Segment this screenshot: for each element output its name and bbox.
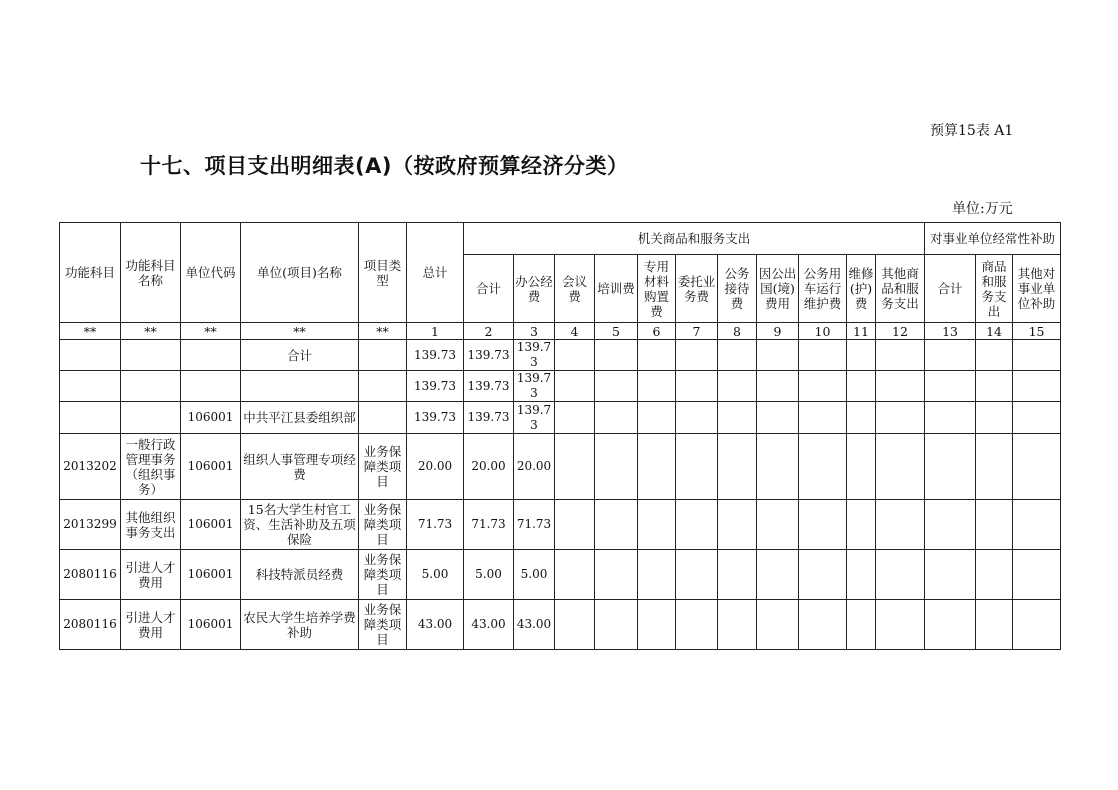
col-header-entrusted: 委托业务费 — [676, 255, 718, 323]
cell-entrusted — [676, 434, 718, 500]
cell-materials — [638, 371, 676, 402]
cell-repair — [847, 340, 876, 371]
cell-meeting — [555, 600, 595, 650]
cell-unit-code: 106001 — [181, 500, 241, 550]
cell-sub-other — [1013, 550, 1061, 600]
budget-form-code: 预算15表 A1 — [930, 123, 1014, 139]
cell-training — [595, 500, 638, 550]
col-header-repair: 维修(护)费 — [847, 255, 876, 323]
cell-func-name: 一般行政管理事务（组织事务） — [121, 434, 181, 500]
cell-unit-name: 农民大学生培养学费补助 — [241, 600, 359, 650]
cell-vehicle — [799, 550, 847, 600]
cell-reception — [718, 402, 757, 434]
cell-reception — [718, 600, 757, 650]
col-header-func-name: 功能科目名称 — [121, 223, 181, 323]
index-cell: 3 — [514, 323, 555, 340]
cell-vehicle — [799, 434, 847, 500]
cell-unit-name: 科技特派员经费 — [241, 550, 359, 600]
cell-abroad — [757, 371, 799, 402]
cell-reception — [718, 500, 757, 550]
cell-func-code — [60, 402, 121, 434]
cell-reception — [718, 371, 757, 402]
cell-sub-subtotal — [925, 434, 976, 500]
cell-vehicle — [799, 340, 847, 371]
cell-vehicle — [799, 600, 847, 650]
cell-sub-other — [1013, 340, 1061, 371]
index-cell: 4 — [555, 323, 595, 340]
cell-func-code: 2013299 — [60, 500, 121, 550]
table-row — [60, 402, 1061, 434]
cell-other-goods — [876, 434, 925, 500]
cell-other-goods — [876, 500, 925, 550]
cell-project-type: 业务保障类项目 — [359, 600, 407, 650]
col-header-office: 办公经费 — [514, 255, 555, 323]
cell-project-type — [359, 371, 407, 402]
cell-entrusted — [676, 340, 718, 371]
cell-sub-subtotal — [925, 402, 976, 434]
cell-sub-goods — [976, 550, 1013, 600]
cell-unit-name: 中共平江县委组织部 — [241, 402, 359, 434]
cell-entrusted — [676, 600, 718, 650]
table-row — [60, 434, 1061, 500]
cell-func-code: 2080116 — [60, 600, 121, 650]
cell-abroad — [757, 340, 799, 371]
cell-sub-other — [1013, 500, 1061, 550]
cell-materials — [638, 550, 676, 600]
cell-office: 71.73 — [514, 500, 555, 550]
cell-project-type — [359, 402, 407, 434]
cell-func-code: 2013202 — [60, 434, 121, 500]
group-header-subsidy: 对事业单位经常性补助 — [925, 223, 1061, 255]
cell-gs-subtotal: 20.00 — [464, 434, 514, 500]
cell-total: 71.73 — [407, 500, 464, 550]
col-header-gs-subtotal: 合计 — [464, 255, 514, 323]
cell-gs-subtotal: 139.73 — [464, 402, 514, 434]
cell-vehicle — [799, 371, 847, 402]
cell-other-goods — [876, 600, 925, 650]
index-cell: 12 — [876, 323, 925, 340]
table-row — [60, 340, 1061, 371]
cell-unit-name — [241, 371, 359, 402]
cell-repair — [847, 500, 876, 550]
cell-vehicle — [799, 500, 847, 550]
cell-office: 139.73 — [514, 402, 555, 434]
cell-materials — [638, 434, 676, 500]
cell-unit-code — [181, 371, 241, 402]
cell-sub-subtotal — [925, 340, 976, 371]
cell-func-name — [121, 371, 181, 402]
col-header-reception: 公务接待费 — [718, 255, 757, 323]
cell-sub-subtotal — [925, 550, 976, 600]
index-cell: ** — [60, 323, 121, 340]
index-cell: ** — [359, 323, 407, 340]
cell-materials — [638, 340, 676, 371]
cell-materials — [638, 600, 676, 650]
index-cell: 14 — [976, 323, 1013, 340]
cell-vehicle — [799, 402, 847, 434]
cell-project-type: 业务保障类项目 — [359, 500, 407, 550]
cell-unit-name: 组织人事管理专项经费 — [241, 434, 359, 500]
cell-abroad — [757, 434, 799, 500]
cell-office: 5.00 — [514, 550, 555, 600]
cell-repair — [847, 402, 876, 434]
cell-sub-other — [1013, 434, 1061, 500]
cell-abroad — [757, 600, 799, 650]
cell-other-goods — [876, 340, 925, 371]
cell-func-name: 引进人才费用 — [121, 550, 181, 600]
col-header-unit-code: 单位代码 — [181, 223, 241, 323]
cell-other-goods — [876, 402, 925, 434]
index-cell: 5 — [595, 323, 638, 340]
cell-entrusted — [676, 500, 718, 550]
cell-sub-subtotal — [925, 600, 976, 650]
cell-total: 139.73 — [407, 402, 464, 434]
col-header-sub-subtotal: 合计 — [925, 255, 976, 323]
table-row — [60, 371, 1061, 402]
table-row — [60, 550, 1061, 600]
col-header-training: 培训费 — [595, 255, 638, 323]
cell-entrusted — [676, 550, 718, 600]
cell-sub-other — [1013, 402, 1061, 434]
cell-project-type: 业务保障类项目 — [359, 434, 407, 500]
col-header-materials: 专用材料购置费 — [638, 255, 676, 323]
col-header-project-type: 项目类型 — [359, 223, 407, 323]
cell-gs-subtotal: 43.00 — [464, 600, 514, 650]
cell-total: 139.73 — [407, 340, 464, 371]
cell-func-code — [60, 340, 121, 371]
cell-training — [595, 402, 638, 434]
page-title: 十七、项目支出明细表(A)（按政府预算经济分类） — [140, 154, 629, 178]
cell-abroad — [757, 550, 799, 600]
cell-training — [595, 434, 638, 500]
cell-training — [595, 340, 638, 371]
index-cell: ** — [121, 323, 181, 340]
cell-func-name — [121, 402, 181, 434]
cell-office: 43.00 — [514, 600, 555, 650]
project-expenditure-table — [59, 222, 1061, 650]
index-cell: 1 — [407, 323, 464, 340]
cell-entrusted — [676, 402, 718, 434]
cell-total: 139.73 — [407, 371, 464, 402]
cell-training — [595, 550, 638, 600]
col-header-unit-name: 单位(项目)名称 — [241, 223, 359, 323]
cell-meeting — [555, 550, 595, 600]
cell-sub-goods — [976, 371, 1013, 402]
cell-sub-goods — [976, 434, 1013, 500]
cell-meeting — [555, 340, 595, 371]
index-cell: ** — [181, 323, 241, 340]
cell-office: 20.00 — [514, 434, 555, 500]
index-cell: 9 — [757, 323, 799, 340]
cell-materials — [638, 402, 676, 434]
index-cell: ** — [241, 323, 359, 340]
cell-unit-name: 合计 — [241, 340, 359, 371]
cell-reception — [718, 340, 757, 371]
cell-unit-name: 15名大学生村官工资、生活补助及五项保险 — [241, 500, 359, 550]
cell-project-type: 业务保障类项目 — [359, 550, 407, 600]
cell-abroad — [757, 402, 799, 434]
index-row — [60, 323, 1061, 340]
cell-materials — [638, 500, 676, 550]
index-cell: 13 — [925, 323, 976, 340]
index-cell: 10 — [799, 323, 847, 340]
cell-repair — [847, 600, 876, 650]
cell-unit-code: 106001 — [181, 402, 241, 434]
cell-total: 20.00 — [407, 434, 464, 500]
unit-label: 单位:万元 — [952, 201, 1013, 217]
cell-meeting — [555, 371, 595, 402]
cell-office: 139.73 — [514, 371, 555, 402]
col-header-other-goods: 其他商品和服务支出 — [876, 255, 925, 323]
cell-gs-subtotal: 5.00 — [464, 550, 514, 600]
cell-func-code: 2080116 — [60, 550, 121, 600]
col-header-sub-other: 其他对事业单位补助 — [1013, 255, 1061, 323]
index-cell: 15 — [1013, 323, 1061, 340]
index-cell: 2 — [464, 323, 514, 340]
cell-other-goods — [876, 371, 925, 402]
cell-repair — [847, 371, 876, 402]
cell-repair — [847, 434, 876, 500]
cell-sub-other — [1013, 600, 1061, 650]
col-header-func-code: 功能科目 — [60, 223, 121, 323]
table-row — [60, 500, 1061, 550]
index-cell: 11 — [847, 323, 876, 340]
col-header-sub-goods: 商品和服务支出 — [976, 255, 1013, 323]
cell-repair — [847, 550, 876, 600]
cell-meeting — [555, 500, 595, 550]
col-header-total: 总计 — [407, 223, 464, 323]
cell-sub-goods — [976, 600, 1013, 650]
table-row — [60, 600, 1061, 650]
cell-gs-subtotal: 139.73 — [464, 340, 514, 371]
cell-entrusted — [676, 371, 718, 402]
cell-unit-code: 106001 — [181, 550, 241, 600]
cell-meeting — [555, 434, 595, 500]
index-cell: 7 — [676, 323, 718, 340]
cell-training — [595, 371, 638, 402]
cell-sub-goods — [976, 500, 1013, 550]
cell-office: 139.73 — [514, 340, 555, 371]
col-header-abroad: 因公出国(境)费用 — [757, 255, 799, 323]
cell-reception — [718, 550, 757, 600]
col-header-meeting: 会议费 — [555, 255, 595, 323]
cell-func-name: 其他组织事务支出 — [121, 500, 181, 550]
cell-sub-subtotal — [925, 371, 976, 402]
cell-other-goods — [876, 550, 925, 600]
cell-func-name — [121, 340, 181, 371]
cell-meeting — [555, 402, 595, 434]
cell-gs-subtotal: 71.73 — [464, 500, 514, 550]
cell-sub-goods — [976, 402, 1013, 434]
cell-func-code — [60, 371, 121, 402]
cell-total: 5.00 — [407, 550, 464, 600]
index-cell: 8 — [718, 323, 757, 340]
cell-project-type — [359, 340, 407, 371]
cell-sub-other — [1013, 371, 1061, 402]
cell-unit-code — [181, 340, 241, 371]
cell-sub-subtotal — [925, 500, 976, 550]
group-header-goods-services: 机关商品和服务支出 — [464, 223, 925, 255]
cell-reception — [718, 434, 757, 500]
cell-abroad — [757, 500, 799, 550]
cell-func-name: 引进人才费用 — [121, 600, 181, 650]
cell-gs-subtotal: 139.73 — [464, 371, 514, 402]
col-header-vehicle: 公务用车运行维护费 — [799, 255, 847, 323]
index-cell: 6 — [638, 323, 676, 340]
cell-unit-code: 106001 — [181, 600, 241, 650]
cell-sub-goods — [976, 340, 1013, 371]
cell-total: 43.00 — [407, 600, 464, 650]
cell-unit-code: 106001 — [181, 434, 241, 500]
cell-training — [595, 600, 638, 650]
